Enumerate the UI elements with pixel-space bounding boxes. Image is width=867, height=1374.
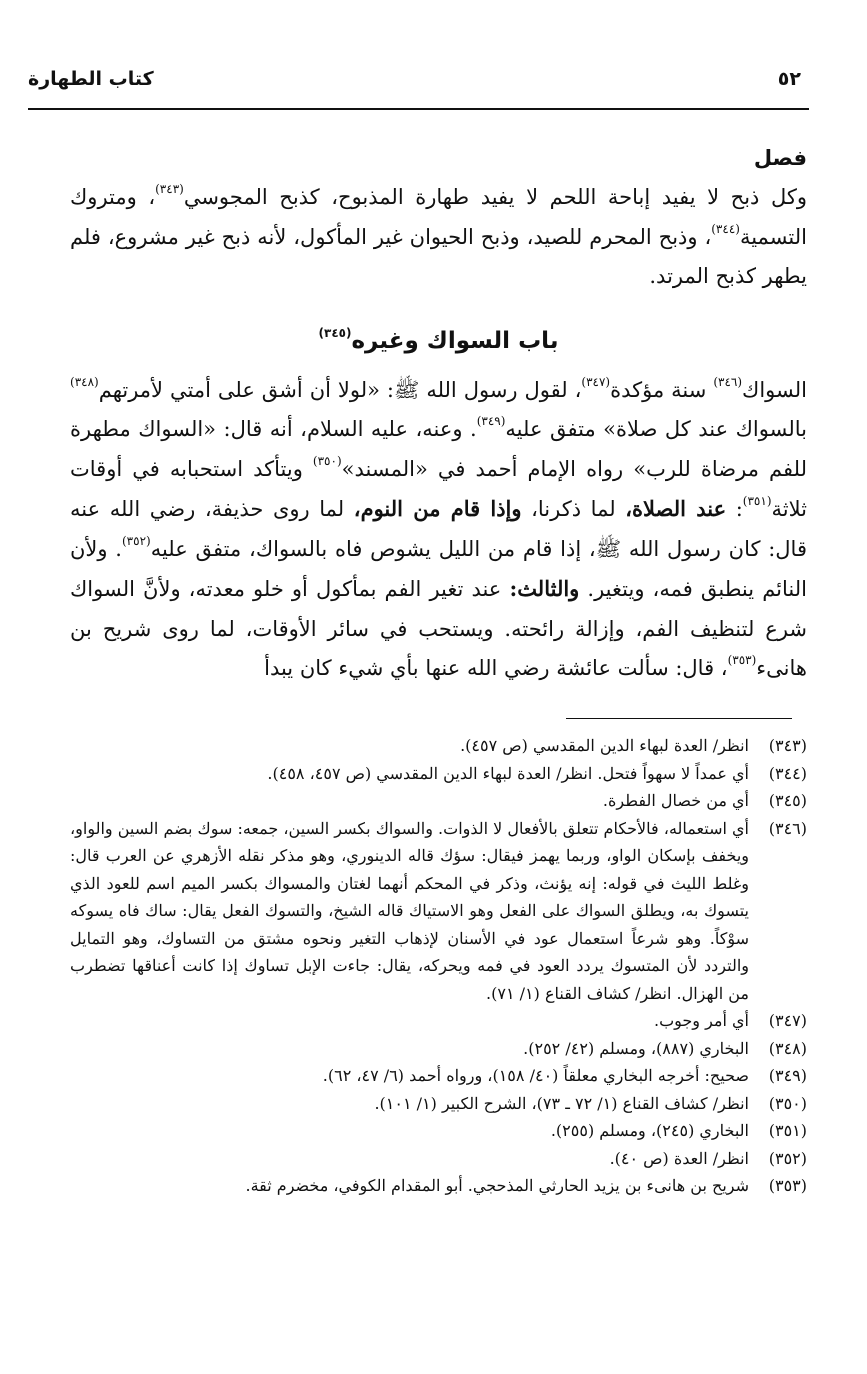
text-run: لما روى حذيفة، رضي الله عنه قال: كان رسول الله ﷺ، إذا قام من الليل يشوص فاه بالسواك، متفق عليه: [70, 497, 807, 561]
footnote-ref[interactable]: (٣٤٦): [713, 374, 743, 389]
text-run: عند تغير الفم بمأكول أو خلو معدته، ولأنَّ السواك شرع لتنظيف الفم، وإزالة رائحته. ويستحب في سائر الأوقات، لما روى شريح بن هانىء: [70, 577, 807, 680]
text-run: السواك: [742, 377, 807, 402]
footnote-number: (٣٤٩): [768, 1066, 807, 1085]
footnote-ref[interactable]: (٣٥٠): [312, 453, 342, 468]
text-run: لما ذكرنا،: [521, 497, 626, 521]
text-run: بالسواك عند كل صلاة» متفق عليه: [505, 417, 807, 441]
paragraph-fasl: [70, 178, 807, 297]
footnote-ref[interactable]: (٣٤٥): [318, 325, 352, 340]
header-rule: [28, 108, 809, 110]
footnote-text: انظر/ العدة لبهاء الدين المقدسي (ص ٤٥٧).: [460, 736, 749, 755]
section-heading: فصل: [753, 146, 807, 170]
bold-text: عند الصلاة،: [625, 496, 727, 521]
footnote: [70, 1035, 807, 1063]
book-title: كتاب الطهارة: [28, 68, 154, 90]
chapter-title: [70, 321, 807, 361]
footnote: [70, 1172, 807, 1200]
footnote-ref[interactable]: (٣٥٣): [727, 653, 757, 668]
text-run: ، ومتروك التسمية: [70, 185, 807, 249]
text-run: ، وذبح المحرم للصيد، وذبح الحيوان غير المأكول، لأنه ذبح غير مشروع، فلم يطهر كذبح المرتد.: [70, 224, 807, 288]
footnote: [70, 1062, 807, 1090]
text-run: :: [726, 497, 743, 521]
footnote-text: البخاري (٢٤٥)، ومسلم (٢٥٥).: [550, 1121, 749, 1140]
footnote-text: أي من خصال الفطرة.: [602, 791, 749, 810]
chapter-title-text: باب السواك وغيره: [351, 327, 559, 354]
footnote-rule: [566, 718, 792, 719]
footnote-number: (٣٥١): [768, 1121, 807, 1140]
text-run: ويتأكد استحبابه في أوقات ثلاثة: [70, 456, 807, 521]
text-run: ، قال: سألت عائشة رضي الله عنها بأي شيء كان يبدأ: [264, 656, 728, 680]
footnote-ref[interactable]: (٣٤٨): [70, 374, 99, 389]
footnote: [70, 787, 807, 815]
footnote-number: (٣٥٣): [768, 1176, 807, 1195]
footnote-number: (٣٤٥): [768, 791, 807, 810]
footnote-number: (٣٤٤): [768, 763, 807, 783]
footnotes-section: [70, 732, 807, 1200]
footnote-number: (٣٥٢): [768, 1148, 807, 1168]
footnote-ref[interactable]: (٣٥١): [742, 494, 772, 509]
main-text: [70, 140, 807, 689]
bold-text: والثالث:: [509, 576, 580, 601]
page-number: ٥٢: [777, 68, 801, 90]
footnote-text: شريح بن هانىء بن يزيد الحارثي المذحجي. أبو المقدام الكوفي، مخضرم ثقة.: [245, 1176, 749, 1195]
text-run: . وعنه، عليه السلام، أنه قال: «السواك مطهرة للفم مرضاة للرب» رواه الإمام أحمد في «المسند»: [70, 417, 807, 481]
footnote: [70, 1007, 807, 1035]
footnote-text: انظر/ كشاف القناع (١/ ٧٢ ـ ٧٣)، الشرح الكبير (١/ ١٠١).: [374, 1093, 749, 1113]
footnote-ref[interactable]: (٣٤٧): [581, 374, 611, 389]
footnote: [70, 1117, 807, 1145]
footnote-ref[interactable]: (٣٤٣): [155, 182, 184, 197]
footnote-ref[interactable]: (٣٤٩): [476, 414, 506, 429]
footnote: [70, 815, 807, 1008]
footnote-text: صحيح: أخرجه البخاري معلقاً (٤٠/ ١٥٨)، ورواه أحمد (٦/ ٤٧، ٦٢).: [322, 1066, 749, 1085]
footnote-text: انظر/ العدة (ص ٤٠).: [609, 1148, 749, 1168]
footnote-number: (٣٤٨): [768, 1038, 807, 1058]
footnote-number: (٣٥٠): [768, 1093, 807, 1113]
footnote-number: (٣٤٣): [768, 736, 807, 755]
footnote-number: (٣٤٦): [768, 818, 807, 838]
footnote: [70, 1090, 807, 1118]
footnote-text: أي استعماله، فالأحكام تتعلق بالأفعال لا الذوات. والسواك بكسر السين، جمعه: سوك بضم السين والواو، ويخفف بإسكان الواو، وربما يهمز فيقال: سؤك قاله الدينوري، وهو مذكر نقله الأزهري عن العرب قال: وغلط الليث في قوله: إنه يؤنث، وذكر في المحكم أنهما لغتان والمسواك بكسر الميم اسم للعود الذي يتسوك به، ويطلق السواك على الفعل وهو الاستياك قاله الشيخ، والتسوك الفعل يقال: ساك فاه يسوكه سوْكاً. وهو شرعاً استعمال عود في الأسنان لإذهاب التغير ونحوه مشتق من التساوك، وهو التمايل والتردد لأن المتسوك يردد العود في فمه ويحركه، يقال: جاءت الإبل تساوك إذا كانت أعناقها تضطرب من الهزال. انظر/ كشاف القناع (١/ ٧١).: [70, 818, 749, 1003]
text-run: . ولأن النائم ينطبق فمه، ويتغير.: [70, 536, 807, 601]
footnote-text: البخاري (٨٨٧)، ومسلم (٤٢/ ٢٥٢).: [523, 1038, 749, 1058]
footnote-text: أي أمر وجوب.: [653, 1011, 749, 1030]
text-run: سنة مؤكدة: [610, 377, 714, 402]
bold-text: وإذا قام من النوم،: [353, 496, 522, 521]
footnote: [70, 760, 807, 788]
footnote: [70, 1145, 807, 1173]
running-header: [28, 62, 801, 96]
paragraph-siwak: [70, 371, 807, 689]
footnote-text: أي عمداً لا سهواً فتحل. انظر/ العدة لبهاء الدين المقدسي (ص ٤٥٧، ٤٥٨).: [267, 763, 749, 783]
text-run: ، لقول رسول الله ﷺ: «لولا أن أشق على أمتي لأمرتهم: [98, 377, 582, 402]
footnote: [70, 732, 807, 760]
footnote-number: (٣٤٧): [768, 1011, 807, 1030]
footnote-ref[interactable]: (٣٥٢): [121, 533, 151, 548]
text-run: وكل ذبح لا يفيد إباحة اللحم لا يفيد طهارة المذبوح، كذبح المجوسي: [183, 185, 808, 209]
footnote-ref[interactable]: (٣٤٤): [711, 221, 740, 236]
